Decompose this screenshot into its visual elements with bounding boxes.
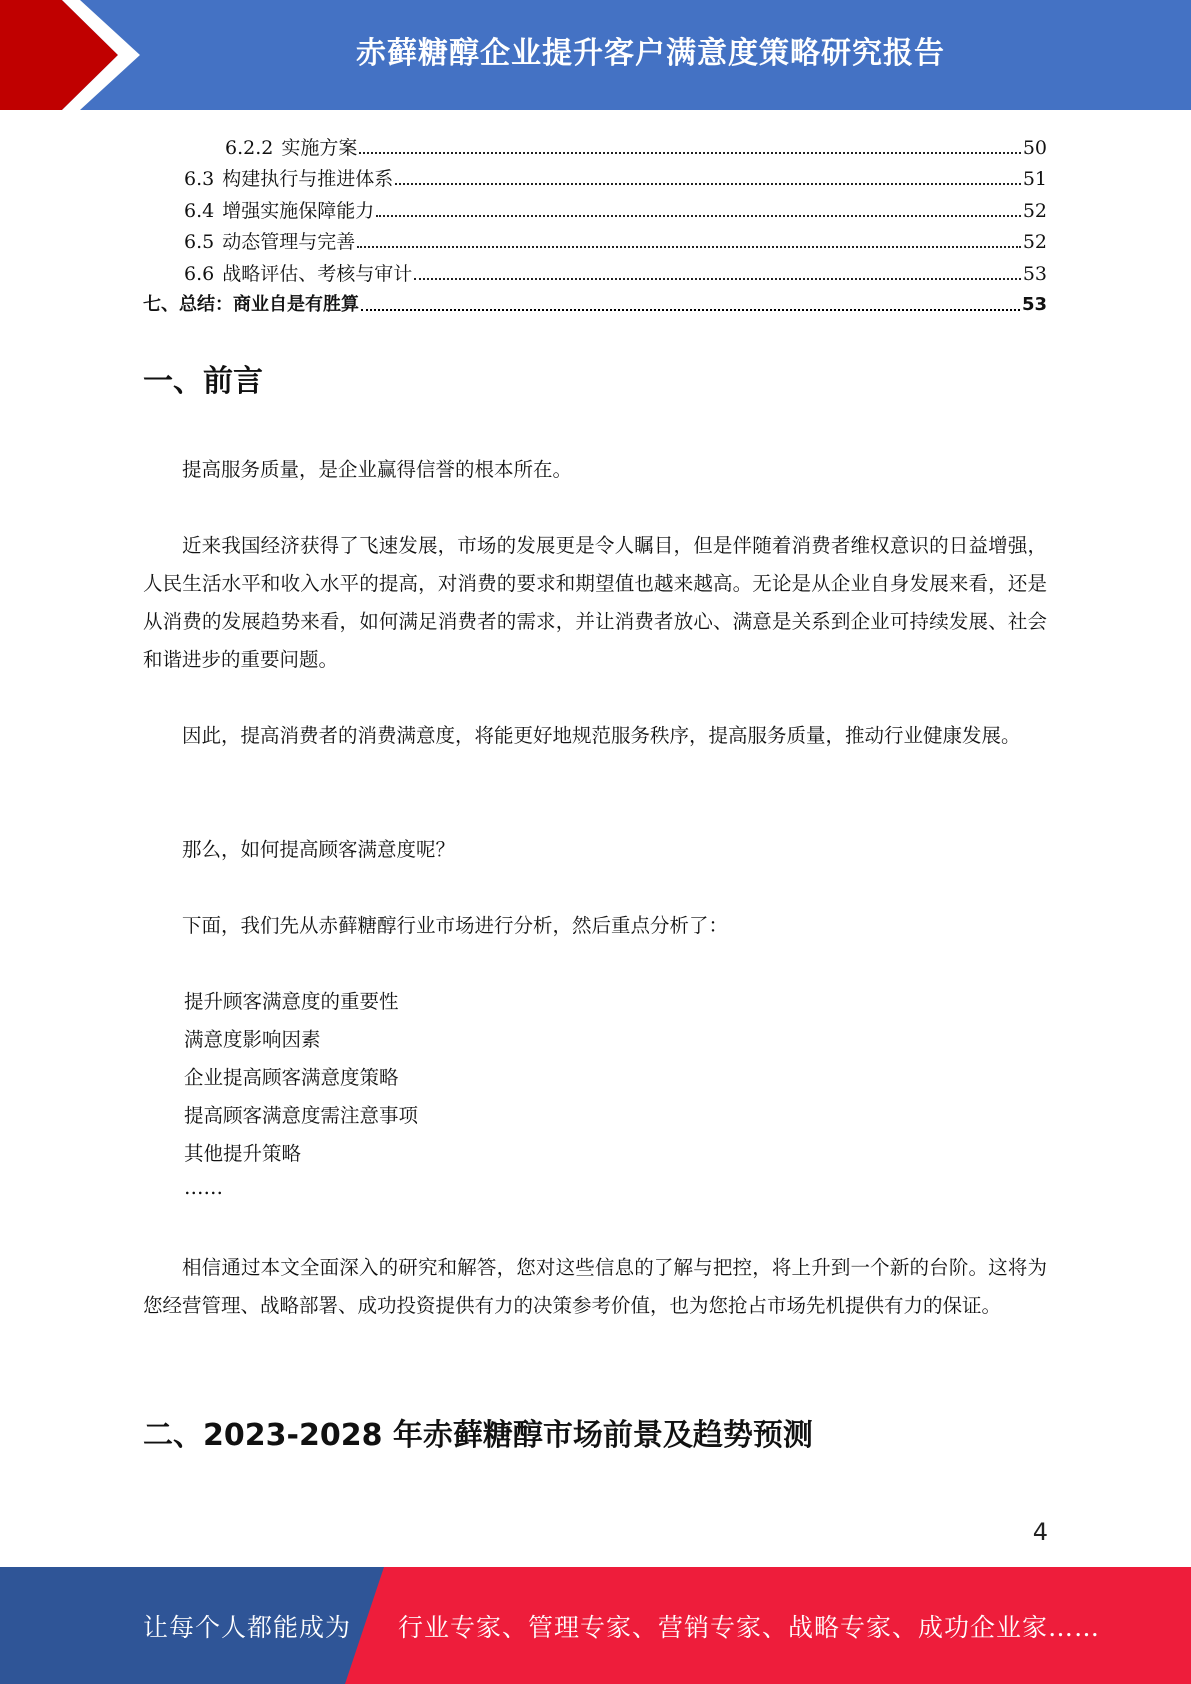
toc-leader-dots	[395, 183, 1021, 185]
bullet-list	[143, 983, 1047, 1203]
paragraph: 相信通过本文全面深入的研究和解答，您对这些信息的了解与把控，将上升到一个新的台阶。这将为您经营管理、战略部署、成功投资提供有力的决策参考价值，也为您抢占市场先机提供有力的保证。	[143, 1256, 1047, 1317]
toc-entry-page: 52	[1022, 231, 1047, 253]
list-item: 满意度影响因素	[184, 1028, 321, 1051]
toc-entry-number: 6.5	[184, 231, 215, 253]
toc-leader-dots	[359, 152, 1020, 154]
section-body	[143, 451, 1047, 489]
toc-entry-label: 战略评估、考核与审计	[222, 262, 413, 285]
section-body	[143, 527, 1047, 679]
toc-leader-dots	[376, 215, 1021, 217]
paragraph: 近来我国经济获得了飞速发展，市场的发展更是令人瞩目，但是伴随着消费者维权意识的日益增强，人民生活水平和收入水平的提高，对消费的要求和期望值也越来越高。无论是从企业自身发展来看，还是从消费的发展趋势来看，如何满足消费者的需求，并让消费者放心、满意是关系到企业可持续发展、社会和谐进步的重要问题。	[143, 534, 1047, 671]
toc-entry-number: 6.6	[184, 262, 215, 285]
toc-leader-dots	[357, 246, 1021, 248]
list-item: 企业提高顾客满意度策略	[184, 1066, 399, 1089]
paragraph: 提高服务质量，是企业赢得信誉的根本所在。	[182, 458, 573, 481]
toc-entry-page: 51	[1022, 168, 1047, 190]
paragraph: 因此，提高消费者的消费满意度，将能更好地规范服务秩序，提高服务质量，推动行业健康发展。	[182, 724, 1021, 747]
page-number: 4	[1032, 1518, 1048, 1546]
toc-entry-label: 动态管理与完善	[222, 231, 356, 253]
toc-entry[interactable]	[143, 286, 1047, 318]
toc-leader-dots	[414, 278, 1021, 280]
section-body	[143, 717, 1047, 755]
section-heading: 二、2023-2028 年赤藓糖醇市场前景及趋势预测	[143, 1418, 813, 1453]
toc-entry-label: 增强实施保障能力	[222, 199, 375, 222]
toc-entry-page: 52	[1022, 199, 1047, 222]
footer-slogan-right: 行业专家、管理专家、营销专家、战略专家、成功企业家……	[398, 1612, 1101, 1642]
toc-entry[interactable]	[143, 223, 1047, 255]
list-item: ……	[184, 1176, 223, 1199]
section-body	[143, 1249, 1047, 1325]
header-arrow-decoration	[0, 0, 160, 110]
list-item: 提升顾客满意度的重要性	[184, 990, 399, 1013]
paragraph: 下面，我们先从赤藓糖醇行业市场进行分析，然后重点分析了：	[182, 914, 729, 937]
toc-leader-dots	[361, 309, 1020, 311]
toc-entry[interactable]	[143, 191, 1047, 223]
toc-entry-page: 53	[1022, 262, 1047, 285]
toc-entry-label: 七、总结：商业自是有胜算	[143, 294, 359, 315]
paragraph: 那么，如何提高顾客满意度呢？	[182, 838, 456, 861]
footer-slogan-left: 让每个人都能成为	[143, 1612, 352, 1642]
list-item: 提高顾客满意度需注意事项	[184, 1104, 419, 1127]
toc-entry[interactable]	[143, 254, 1047, 286]
toc-entry-page: 50	[1022, 136, 1047, 159]
section-body	[143, 907, 1047, 945]
header-title: 赤藓糖醇企业提升客户满意度策略研究报告	[356, 36, 945, 71]
list-item: 其他提升策略	[184, 1142, 302, 1165]
section-body	[143, 831, 1047, 869]
toc-entry[interactable]	[143, 160, 1047, 192]
section-heading: 一、前言	[143, 364, 263, 399]
toc-entry-page: 53	[1021, 294, 1047, 315]
toc-entry-label: 构建执行与推进体系	[222, 168, 394, 190]
toc-entry-number: 6.2.2	[225, 136, 274, 159]
toc-entry[interactable]	[143, 128, 1047, 160]
page-footer	[0, 1567, 1191, 1684]
page-header	[0, 0, 1191, 110]
toc-entry-label: 实施方案	[281, 136, 358, 159]
table-of-contents	[143, 128, 1047, 317]
toc-entry-number: 6.4	[184, 199, 215, 222]
toc-entry-number: 6.3	[184, 168, 215, 190]
